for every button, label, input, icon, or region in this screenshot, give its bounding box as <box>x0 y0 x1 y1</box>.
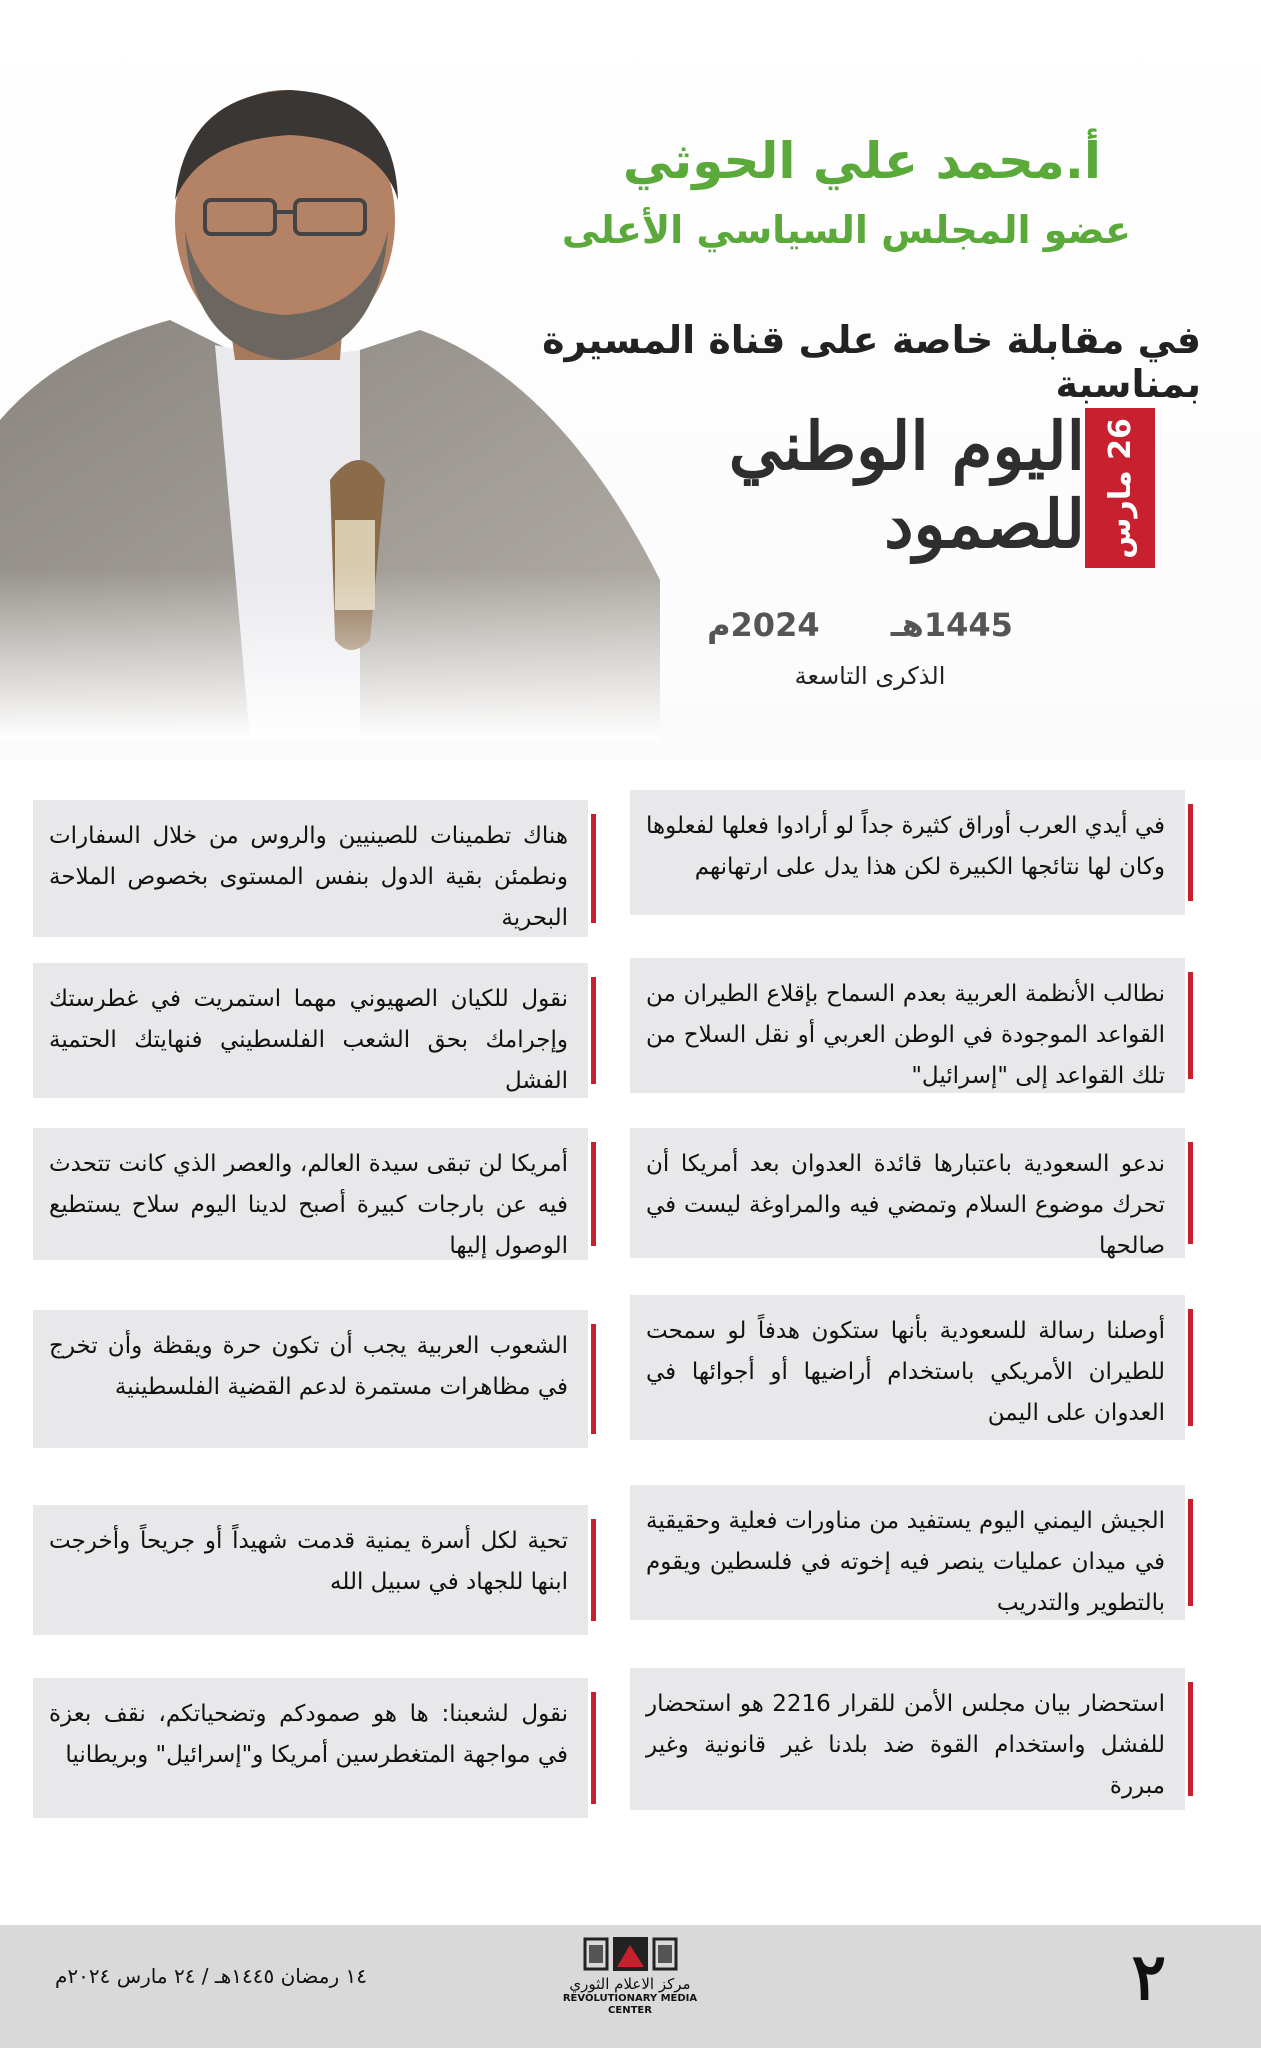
quote-card: نطالب الأنظمة العربية بعدم السماح بإقلاع الطيران من القواعد الموجودة في الوطن العربي أو نقل السلاح من تلك القواعد إلى "إسرائيل" <box>630 958 1185 1093</box>
quote-card: ندعو السعودية باعتبارها قائدة العدوان بعد أمريكا أن تحرك موضوع السلام وتمضي فيه والمراوغة ليست في صالحها <box>630 1128 1185 1258</box>
logo-mark-icon <box>583 1935 678 1973</box>
quote-card: أمريكا لن تبقى سيدة العالم، والعصر الذي كانت تتحدث فيه عن بارجات كبيرة أصبح لدينا اليوم سلاح يستطيع الوصول إليها <box>33 1128 588 1260</box>
quote-card: الشعوب العربية يجب أن تكون حرة ويقظة وأن تخرج في مظاهرات مستمرة لدعم القضية الفلسطينية <box>33 1310 588 1448</box>
quote-card: نقول لشعبنا: ها هو صمودكم وتضحياتكم، نقف بعزة في مواجهة المتغطرسين أمريكا و"إسرائيل" وبريطانيا <box>33 1678 588 1818</box>
quote-card: في أيدي العرب أوراق كثيرة جداً لو أرادوا فعلها لفعلوها وكان لها نتائجها الكبيرة لكن هذا يدل على ارتهانهم <box>630 790 1185 915</box>
date-tag <box>1085 408 1155 568</box>
logo-english-text-1: REVOLUTIONARY MEDIA <box>562 1993 698 2004</box>
speaker-role: عضو المجلس السياسي الأعلى <box>561 208 1131 252</box>
quote-card: استحضار بيان مجلس الأمن للقرار 2216 هو استحضار للفشل واستخدام القوة ضد بلدنا غير قانونية وغير مبررة <box>630 1668 1185 1810</box>
quote-card: الجيش اليمني اليوم يستفيد من مناورات فعلية وحقيقية في ميدان عمليات ينصر فيه إخوته في فلسطين ويقوم بالتطوير والتدريب <box>630 1485 1185 1620</box>
logo-arabic-text: مركز الاعلام الثوري <box>569 1975 691 1993</box>
date-tag-label: 26 مارس <box>1102 417 1138 559</box>
year-hijri: 1445هـ <box>890 606 1013 644</box>
years-line <box>690 606 1030 644</box>
speaker-name: أ.محمد علي الحوثي <box>622 132 1101 190</box>
quote-card: تحية لكل أسرة يمنية قدمت شهيداً أو جريحاً وأخرجت ابنها للجهاد في سبيل الله <box>33 1505 588 1635</box>
page-number: ٢ <box>1131 1940 1166 2015</box>
logo-english-text-2: CENTER <box>608 2005 652 2016</box>
quote-card: أوصلنا رسالة للسعودية بأنها ستكون هدفاً لو سمحت للطيران الأمريكي باستخدام أراضيها أو أجوائها في العدوان على اليمن <box>630 1295 1185 1440</box>
quote-card: هناك تطمينات للصينيين والروس من خلال السفارات ونطمئن بقية الدول بنفس المستوى بخصوص الملاحة البحرية <box>33 800 588 937</box>
anniversary-label: الذكرى التاسعة <box>794 662 946 690</box>
header-section <box>0 0 1261 760</box>
event-calligraphy: اليوم الوطني للصمود <box>728 407 1085 563</box>
quote-card: نقول للكيان الصهيوني مهما استمريت في غطرستك وإجرامك بحق الشعب الفلسطيني فنهايتك الحتمية الفشل <box>33 963 588 1098</box>
footer-date: ١٤ رمضان ١٤٤٥هـ / ٢٤ مارس ٢٠٢٤م <box>55 1964 367 1988</box>
interview-intro: في مقابلة خاصة على قناة المسيرة بمناسبة <box>542 318 1201 406</box>
year-gregorian: 2024م <box>707 606 820 644</box>
revolutionary-media-center-logo <box>540 1935 720 2035</box>
